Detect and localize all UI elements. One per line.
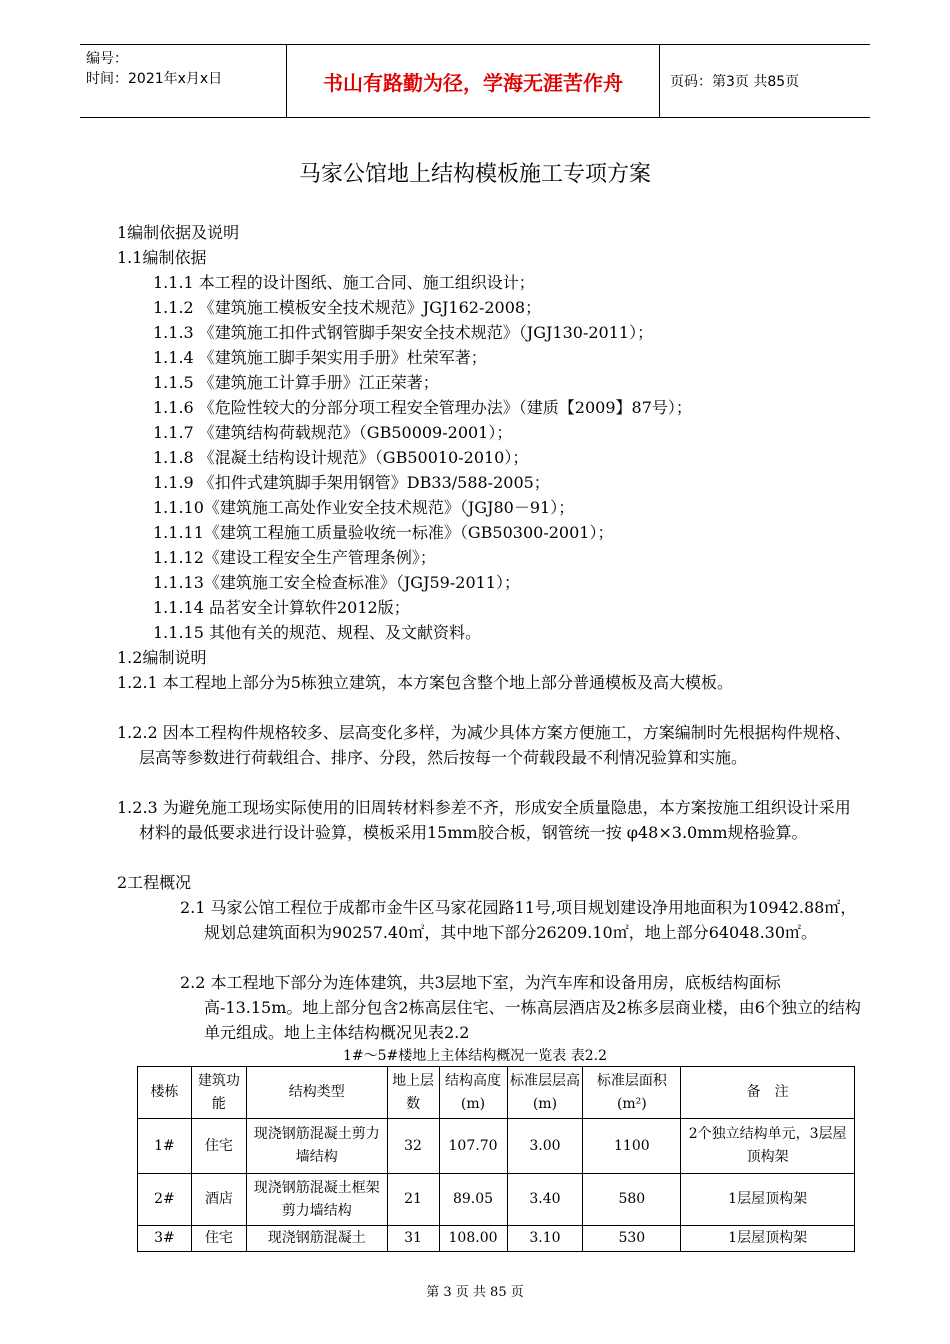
document-title: 马家公馆地上结构模板施工专项方案 [298,162,651,187]
subsection-heading: 1.1编制依据 [117,248,207,267]
header-cell: 地上层数 [387,1067,439,1119]
subsection-heading: 1.2编制说明 [117,648,207,667]
list-item: 1.1.1 本工程的设计图纸、施工合同、施工组织设计； [153,273,535,292]
header-meta [80,45,286,117]
header-cell: 标准层层高(m) [507,1067,583,1119]
time-label: 时间：2021年x月x日 [86,71,223,87]
structure-table [137,1066,855,1252]
list-item: 1.1.8 《混凝土结构设计规范》（GB50010-2010）； [153,448,529,467]
table-cell: 32 [387,1119,439,1174]
list-item: 1.1.3 《建筑施工扣件式钢管脚手架安全技术规范》（JGJ130-2011）； [153,323,654,342]
list-item: 1.1.12《建设工程安全生产管理条例》； [153,548,436,567]
table-cell: 31 [387,1226,439,1252]
table-row [138,1226,855,1252]
page-footer: 第 3 页 共 85 页 [426,1285,524,1300]
table-cell: 107.70 [439,1119,507,1174]
page-info: 页码：第3页 共85页 [670,74,800,90]
table-cell: 现浇钢筋混凝土剪力墙结构 [246,1119,387,1174]
paragraph: 2.1 马家公馆工程位于成都市金牛区马家花园路11号,项目规划建设净用地面积为10942.88㎡，规划总建筑面积为90257.40㎡，其中地下部分26209.10㎡，地上部分64048.30㎡。 [180,898,857,942]
header-cell: 备 注 [681,1067,855,1119]
list-item: 1.1.7 《建筑结构荷载规范》（GB50009-2001）； [153,423,513,442]
header-cell: 结构类型 [246,1067,387,1119]
paragraph: 1.2.3 为避免施工现场实际使用的旧周转材料参差不齐，形成安全质量隐患，本方案按施工组织设计采用材料的最低要求进行设计验算，模板采用15mm胶合板，钢管统一按 φ48×3.0mm规格验算。 [117,798,851,842]
table-cell: 89.05 [439,1174,507,1226]
motto: 书山有路勤为径，学海无涯苦作舟 [286,45,660,117]
table-cell: 2# [138,1174,192,1226]
table-row [138,1119,855,1174]
table-cell: 3# [138,1226,192,1252]
section-heading: 2工程概况 [117,873,192,892]
table-cell: 21 [387,1174,439,1226]
table-cell: 酒店 [191,1174,246,1226]
list-item: 1.1.9 《扣件式建筑脚手架用钢管》DB33/588-2005； [153,473,550,492]
table-cell: 现浇钢筋混凝土 [246,1226,387,1252]
section-heading: 1编制依据及说明 [117,223,240,242]
table-cell: 2个独立结构单元，3层屋顶构架 [681,1119,855,1174]
list-item: 1.1.15 其他有关的规范、规程、及文献资料。 [153,623,481,642]
table-cell: 580 [583,1174,681,1226]
list-item: 1.1.11《建筑工程施工质量验收统一标准》（GB50300-2001）； [153,523,614,542]
table-caption: 1#～5#楼地上主体结构概况一览表 表2.2 [343,1048,607,1064]
list-item: 1.1.6 《危险性较大的分部分项工程安全管理办法》（建质【2009】87号）； [153,398,692,417]
header-cell: 标准层面积(m²) [583,1067,681,1119]
table-cell: 1100 [583,1119,681,1174]
list-item: 1.1.13《建筑施工安全检查标准》（JGJ59-2011）； [153,573,520,592]
list-item: 1.1.2 《建筑施工模板安全技术规范》JGJ162-2008； [153,298,542,317]
table-cell: 3.10 [507,1226,583,1252]
header-cell: 楼栋 [138,1067,192,1119]
document-header [80,44,870,118]
table-cell: 1层屋顶构架 [681,1174,855,1226]
header-cell: 建筑功能 [191,1067,246,1119]
table-cell: 1层屋顶构架 [681,1226,855,1252]
header-cell: 结构高度(m) [439,1067,507,1119]
paragraph: 2.2 本工程地下部分为连体建筑，共3层地下室，为汽车库和设备用房，底板结构面标高-13.15m。地上部分包含2栋高层住宅、一栋高层酒店及2栋多层商业楼，由6个独立的结构单元组成。地上主体结构概况见表2.2 [180,973,861,1042]
table-row [138,1174,855,1226]
table-cell: 住宅 [191,1226,246,1252]
number-label: 编号： [86,51,128,67]
table-cell: 3.00 [507,1119,583,1174]
list-item: 1.1.10《建筑施工高处作业安全技术规范》（JGJ80－91）； [153,498,575,517]
paragraph: 1.2.2 因本工程构件规格较多、层高变化多样，为减少具体方案方便施工，方案编制时先根据构件规格、层高等参数进行荷载组合、排序、分段，然后按每一个荷载段最不利情况验算和实施。 [117,723,851,767]
table-cell: 现浇钢筋混凝土框架剪力墙结构 [246,1174,387,1226]
list-item: 1.1.5 《建筑施工计算手册》江正荣著； [153,373,439,392]
list-item: 1.1.14 品茗安全计算软件2012版； [153,598,410,617]
table-cell: 3.40 [507,1174,583,1226]
paragraph: 1.2.1 本工程地上部分为5栋独立建筑，本方案包含整个地上部分普通模板及高大模板。 [117,673,733,692]
table-cell: 1# [138,1119,192,1174]
table-header-row [138,1067,855,1119]
table-cell: 530 [583,1226,681,1252]
list-item: 1.1.4 《建筑施工脚手架实用手册》杜荣军著； [153,348,487,367]
table-cell: 108.00 [439,1226,507,1252]
table-cell: 住宅 [191,1119,246,1174]
